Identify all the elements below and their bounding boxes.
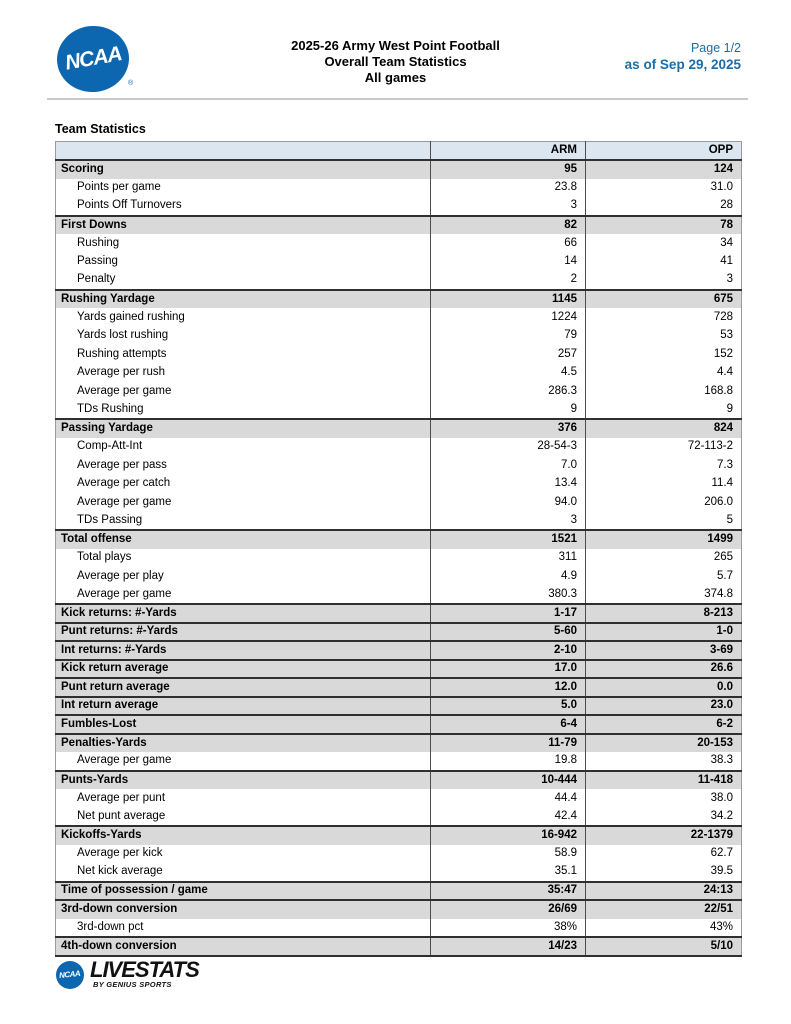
stat-value-arm: 257 xyxy=(431,345,586,364)
stat-section-row xyxy=(56,734,742,753)
stat-value-opp: 20-153 xyxy=(586,734,742,753)
stat-sub-row xyxy=(56,327,742,346)
stat-label: Punts-Yards xyxy=(61,773,129,786)
stat-section-row xyxy=(56,216,742,235)
stat-label: Kick returns: #-Yards xyxy=(61,606,177,619)
stat-sub-row xyxy=(56,512,742,531)
stat-value-arm: 380.3 xyxy=(431,586,586,605)
stat-value-opp: 26.6 xyxy=(586,660,742,679)
stat-value-opp: 31.0 xyxy=(586,179,742,198)
stat-label: Yards lost rushing xyxy=(77,329,169,342)
stat-value-arm: 7.0 xyxy=(431,456,586,475)
stat-value-opp: 11.4 xyxy=(586,475,742,494)
stat-value-opp: 206.0 xyxy=(586,493,742,512)
stat-sub-row xyxy=(56,845,742,864)
stat-label: Int returns: #-Yards xyxy=(61,643,167,656)
stat-label: Average per game xyxy=(77,384,172,397)
stat-value-arm: 26/69 xyxy=(431,900,586,919)
stat-value-opp: 23.0 xyxy=(586,697,742,716)
stat-label: Scoring xyxy=(61,163,104,176)
stat-value-opp: 9 xyxy=(586,401,742,420)
stat-sub-row xyxy=(56,401,742,420)
stat-value-opp: 53 xyxy=(586,327,742,346)
team-stats-body xyxy=(56,160,742,956)
stat-value-arm: 1145 xyxy=(431,290,586,309)
stat-sub-row xyxy=(56,475,742,494)
stat-value-arm: 4.9 xyxy=(431,567,586,586)
stat-value-opp: 374.8 xyxy=(586,586,742,605)
stat-sub-row xyxy=(56,271,742,290)
stat-value-opp: 0.0 xyxy=(586,678,742,697)
stat-sub-row xyxy=(56,308,742,327)
stat-value-arm: 1-17 xyxy=(431,604,586,623)
stat-sub-row xyxy=(56,863,742,882)
stat-label: Kick return average xyxy=(61,662,169,675)
report-title-line3: All games xyxy=(364,70,427,85)
stat-label: Punt return average xyxy=(61,680,170,693)
stat-value-opp: 728 xyxy=(586,308,742,327)
stat-label: Rushing attempts xyxy=(77,347,167,360)
stat-value-arm: 94.0 xyxy=(431,493,586,512)
column-header-opp: OPP xyxy=(586,142,742,161)
stat-value-opp: 72-113-2 xyxy=(586,438,742,457)
stat-value-arm: 1521 xyxy=(431,530,586,549)
stat-value-arm: 5.0 xyxy=(431,697,586,716)
stat-sub-row xyxy=(56,456,742,475)
ncaa-logo-text: NCAA xyxy=(63,42,123,75)
stat-value-opp: 152 xyxy=(586,345,742,364)
stat-label: Punt returns: #-Yards xyxy=(61,625,178,638)
stat-label: Int return average xyxy=(61,699,159,712)
stat-value-arm: 311 xyxy=(431,549,586,568)
stat-value-arm: 16-942 xyxy=(431,826,586,845)
stat-value-opp: 41 xyxy=(586,253,742,272)
stat-section-row xyxy=(56,882,742,901)
stat-sub-row xyxy=(56,789,742,808)
stat-value-arm: 17.0 xyxy=(431,660,586,679)
column-header-label xyxy=(56,142,431,161)
stat-value-arm: 95 xyxy=(431,160,586,179)
stat-value-opp: 1499 xyxy=(586,530,742,549)
stat-section-row xyxy=(56,826,742,845)
stat-label: 3rd-down pct xyxy=(77,920,144,933)
stat-sub-row xyxy=(56,364,742,383)
stat-value-opp: 39.5 xyxy=(586,863,742,882)
stat-value-arm: 2-10 xyxy=(431,641,586,660)
stat-section-row xyxy=(56,771,742,790)
stat-label: TDs Passing xyxy=(77,513,143,526)
stat-value-opp: 8-213 xyxy=(586,604,742,623)
stat-value-arm: 2 xyxy=(431,271,586,290)
stat-value-opp: 675 xyxy=(586,290,742,309)
stat-value-arm: 66 xyxy=(431,234,586,253)
stat-sub-row xyxy=(56,197,742,216)
stat-sub-row xyxy=(56,234,742,253)
stat-label: 3rd-down conversion xyxy=(61,903,178,916)
stat-label: Average per kick xyxy=(77,847,163,860)
stat-sub-row xyxy=(56,438,742,457)
stat-value-opp: 3-69 xyxy=(586,641,742,660)
stat-value-opp: 34 xyxy=(586,234,742,253)
stat-value-opp: 11-418 xyxy=(586,771,742,790)
stat-value-opp: 24:13 xyxy=(586,882,742,901)
stat-section-row xyxy=(56,660,742,679)
as-of-date: as of Sep 29, 2025 xyxy=(624,57,741,72)
stat-value-opp: 265 xyxy=(586,549,742,568)
stat-value-arm: 5-60 xyxy=(431,623,586,642)
stat-value-opp: 4.4 xyxy=(586,364,742,383)
stat-sub-row xyxy=(56,345,742,364)
stat-value-arm: 11-79 xyxy=(431,734,586,753)
stat-value-arm: 44.4 xyxy=(431,789,586,808)
stat-value-arm: 9 xyxy=(431,401,586,420)
stat-label: Average per game xyxy=(77,495,172,508)
stat-label: Points per game xyxy=(77,181,161,194)
stat-value-arm: 35:47 xyxy=(431,882,586,901)
stat-label: Fumbles-Lost xyxy=(61,717,137,730)
stat-label: Passing Yardage xyxy=(61,422,153,435)
stat-value-arm: 42.4 xyxy=(431,808,586,827)
stat-label: Net kick average xyxy=(77,865,163,878)
stat-label: Average per pass xyxy=(77,458,167,471)
stat-value-arm: 58.9 xyxy=(431,845,586,864)
stat-label: Average per rush xyxy=(77,366,166,379)
stat-value-opp: 38.3 xyxy=(586,752,742,771)
stat-section-row xyxy=(56,900,742,919)
stat-section-row xyxy=(56,697,742,716)
stat-sub-row xyxy=(56,808,742,827)
stat-label: First Downs xyxy=(61,218,127,231)
stat-sub-row xyxy=(56,586,742,605)
stat-label: Average per game xyxy=(77,587,172,600)
stat-section-row xyxy=(56,715,742,734)
livestats-wordmark: LIVESTATS xyxy=(90,957,199,982)
stat-value-arm: 28-54-3 xyxy=(431,438,586,457)
stat-value-arm: 23.8 xyxy=(431,179,586,198)
stat-label: Time of possession / game xyxy=(61,884,208,897)
stat-label: Yards gained rushing xyxy=(77,310,185,323)
stat-sub-row xyxy=(56,549,742,568)
stat-value-opp: 28 xyxy=(586,197,742,216)
stat-value-opp: 5 xyxy=(586,512,742,531)
stat-value-arm: 376 xyxy=(431,419,586,438)
livestats-brand-block xyxy=(90,957,199,989)
stat-value-opp: 7.3 xyxy=(586,456,742,475)
stat-section-row xyxy=(56,937,742,956)
stat-value-opp: 43% xyxy=(586,919,742,938)
stat-value-opp: 62.7 xyxy=(586,845,742,864)
stat-label: 4th-down conversion xyxy=(61,939,177,952)
stat-value-arm: 3 xyxy=(431,512,586,531)
stat-label: Passing xyxy=(77,255,118,268)
ncaa-mini-logo xyxy=(56,961,84,989)
stat-section-row xyxy=(56,604,742,623)
stat-value-opp: 34.2 xyxy=(586,808,742,827)
stat-label: Average per punt xyxy=(77,791,166,804)
stat-value-arm: 14 xyxy=(431,253,586,272)
stat-label: Average per game xyxy=(77,754,172,767)
page-number: Page 1/2 xyxy=(690,41,741,55)
report-title-line2: Overall Team Statistics xyxy=(324,54,467,69)
stat-value-arm: 12.0 xyxy=(431,678,586,697)
stat-value-arm: 82 xyxy=(431,216,586,235)
stat-section-row xyxy=(56,623,742,642)
stat-value-arm: 19.8 xyxy=(431,752,586,771)
stat-value-arm: 35.1 xyxy=(431,863,586,882)
stat-value-arm: 3 xyxy=(431,197,586,216)
stat-section-row xyxy=(56,160,742,179)
stat-value-opp: 22-1379 xyxy=(586,826,742,845)
team-statistics-table xyxy=(55,141,742,957)
stat-value-arm: 38% xyxy=(431,919,586,938)
stat-value-arm: 10-444 xyxy=(431,771,586,790)
stat-section-row xyxy=(56,678,742,697)
stat-label: Comp-Att-Int xyxy=(77,440,143,453)
stat-label: Total offense xyxy=(61,533,132,546)
stat-label: Total plays xyxy=(77,551,132,564)
stat-value-opp: 6-2 xyxy=(586,715,742,734)
stat-value-opp: 38.0 xyxy=(586,789,742,808)
stat-value-arm: 6-4 xyxy=(431,715,586,734)
stat-value-opp: 3 xyxy=(586,271,742,290)
stat-label: Penalty xyxy=(77,273,116,286)
stat-value-opp: 5/10 xyxy=(586,937,742,956)
page-info xyxy=(625,40,741,73)
stat-value-arm: 79 xyxy=(431,327,586,346)
stat-sub-row xyxy=(56,919,742,938)
stat-sub-row xyxy=(56,382,742,401)
stat-sub-row xyxy=(56,493,742,512)
stat-section-row xyxy=(56,530,742,549)
stat-value-opp: 824 xyxy=(586,419,742,438)
header-divider xyxy=(47,98,748,100)
stat-sub-row xyxy=(56,253,742,272)
stat-sub-row xyxy=(56,752,742,771)
stat-label: Average per play xyxy=(77,569,164,582)
stat-value-opp: 78 xyxy=(586,216,742,235)
ncaa-mini-logo-text: NCAA xyxy=(59,968,81,981)
stat-value-opp: 1-0 xyxy=(586,623,742,642)
registered-trademark-symbol: ® xyxy=(128,80,134,87)
stat-value-arm: 4.5 xyxy=(431,364,586,383)
stat-value-opp: 124 xyxy=(586,160,742,179)
stat-value-arm: 13.4 xyxy=(431,475,586,494)
stat-label: Points Off Turnovers xyxy=(77,199,182,212)
stat-label: Net punt average xyxy=(77,809,166,822)
stat-label: Average per catch xyxy=(77,477,171,490)
livestats-footer xyxy=(56,957,199,989)
stat-label: Rushing Yardage xyxy=(61,292,155,305)
stat-value-arm: 1224 xyxy=(431,308,586,327)
table-section-title: Team Statistics xyxy=(55,122,146,136)
genius-sports-tagline: BY GENIUS SPORTS xyxy=(93,980,172,989)
stat-section-row xyxy=(56,419,742,438)
table-header-row xyxy=(56,142,742,161)
stat-label: TDs Rushing xyxy=(77,402,144,415)
stat-section-row xyxy=(56,641,742,660)
stat-sub-row xyxy=(56,567,742,586)
stat-value-opp: 22/51 xyxy=(586,900,742,919)
stat-sub-row xyxy=(56,179,742,198)
report-title-line1: 2025-26 Army West Point Football xyxy=(291,38,500,53)
stat-value-arm: 286.3 xyxy=(431,382,586,401)
stat-label: Rushing xyxy=(77,236,120,249)
stat-label: Penalties-Yards xyxy=(61,736,147,749)
column-header-arm: ARM xyxy=(431,142,586,161)
stat-section-row xyxy=(56,290,742,309)
stat-value-opp: 168.8 xyxy=(586,382,742,401)
stat-label: Kickoffs-Yards xyxy=(61,829,142,842)
stat-value-opp: 5.7 xyxy=(586,567,742,586)
stat-value-arm: 14/23 xyxy=(431,937,586,956)
